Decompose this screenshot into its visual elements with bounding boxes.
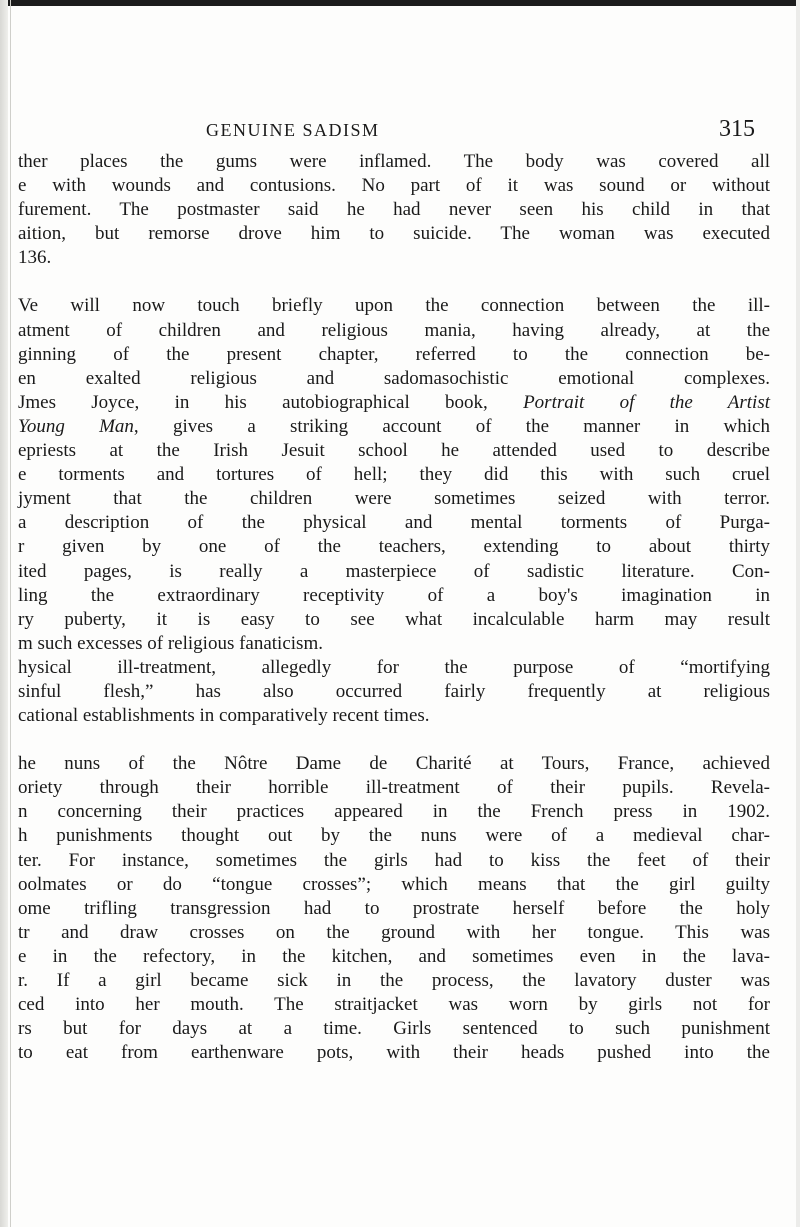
- body-text: [18, 150, 770, 1065]
- text-line: Ve will now touch briefly upon the connection between the ill-: [18, 295, 770, 317]
- page-number: 315: [719, 116, 755, 142]
- text-line: ited pages, is really a masterpiece of sadistic literature. Con-: [18, 560, 770, 582]
- text-line-with-italic: [18, 391, 770, 415]
- text-line: cational establishments in comparatively recent times.: [18, 705, 430, 727]
- book-title-italic-cont: Young Man: [18, 415, 134, 437]
- text-line: 136.: [18, 247, 52, 269]
- paragraph-3: [18, 752, 770, 1065]
- text-line: rs but for days at a time. Girls sentenced to such punishment: [18, 1018, 770, 1040]
- page-right-edge: [796, 0, 800, 1227]
- text-line: he nuns of the Nôtre Dame de Charité at Tours, France, achieved: [18, 753, 770, 775]
- text-line: e torments and tortures of hell; they did this with such cruel: [18, 464, 770, 486]
- text-line: oriety through their horrible ill-treatment of their pupils. Revela-: [18, 777, 770, 799]
- text-line: furement. The postmaster said he had never seen his child in that: [18, 199, 770, 221]
- text-line: e in the refectory, in the kitchen, and sometimes even in the lava-: [18, 945, 770, 967]
- text-line: ry puberty, it is easy to see what incalculable harm may result: [18, 608, 770, 630]
- text-line: jyment that the children were sometimes seized with terror.: [18, 488, 770, 510]
- text-line: n concerning their practices appeared in the French press in 1902.: [18, 801, 770, 823]
- line-text: Jmes Joyce, in his autobiographical book,: [18, 391, 524, 413]
- text-line: a description of the physical and mental torments of Purga-: [18, 512, 770, 534]
- text-line: ome trifling transgression had to prostrate herself before the holy: [18, 897, 770, 919]
- text-line: sinful flesh,” has also occurred fairly frequently at religious: [18, 680, 770, 702]
- running-head: GENUINE SADISM: [206, 120, 380, 140]
- text-line: ter. For instance, sometimes the girls had to kiss the feet of their: [18, 849, 770, 871]
- text-line: ther places the gums were inflamed. The body was covered all: [18, 151, 770, 172]
- text-line: aition, but remorse drove him to suicide. The woman was executed: [18, 223, 770, 245]
- text-line: e with wounds and contusions. No part of it was sound or without: [18, 175, 770, 197]
- text-line: epriests at the Irish Jesuit school he attended used to describe: [18, 440, 770, 462]
- text-line: en exalted religious and sadomasochistic emotional complexes.: [18, 367, 770, 389]
- text-line: r given by one of the teachers, extending to about thirty: [18, 536, 770, 558]
- paragraph-2: [18, 294, 770, 728]
- text-line: ling the extraordinary receptivity of a boy's imagination in: [18, 584, 770, 606]
- text-line: tr and draw crosses on the ground with her tongue. This was: [18, 921, 770, 943]
- scan-top-border: [0, 0, 800, 6]
- book-title-italic: Portrait of the Artist: [523, 391, 771, 413]
- text-line: ginning of the present chapter, referred to the connection be-: [18, 343, 770, 365]
- text-line: oolmates or do “tongue crosses”; which means that the girl guilty: [18, 873, 770, 895]
- paragraph-1: [18, 150, 770, 270]
- text-line: m such excesses of religious fanaticism.: [18, 632, 323, 654]
- text-line: hysical ill-treatment, allegedly for the purpose of “mortifying: [18, 656, 770, 678]
- text-line: h punishments thought out by the nuns were of a medieval char-: [18, 825, 770, 847]
- text-line-with-italic: [18, 415, 770, 439]
- text-line: to eat from earthenware pots, with their heads pushed into the: [18, 1042, 770, 1064]
- line-text: , gives a striking account of the manner in which: [133, 415, 770, 437]
- text-line: atment of children and religious mania, having already, at the: [18, 319, 770, 341]
- gutter-shadow-line: [10, 0, 11, 1227]
- text-line: ced into her mouth. The straitjacket was worn by girls not for: [18, 994, 770, 1016]
- binding-gutter: [0, 0, 8, 1227]
- text-line: r. If a girl became sick in the process, the lavatory duster was: [18, 970, 770, 991]
